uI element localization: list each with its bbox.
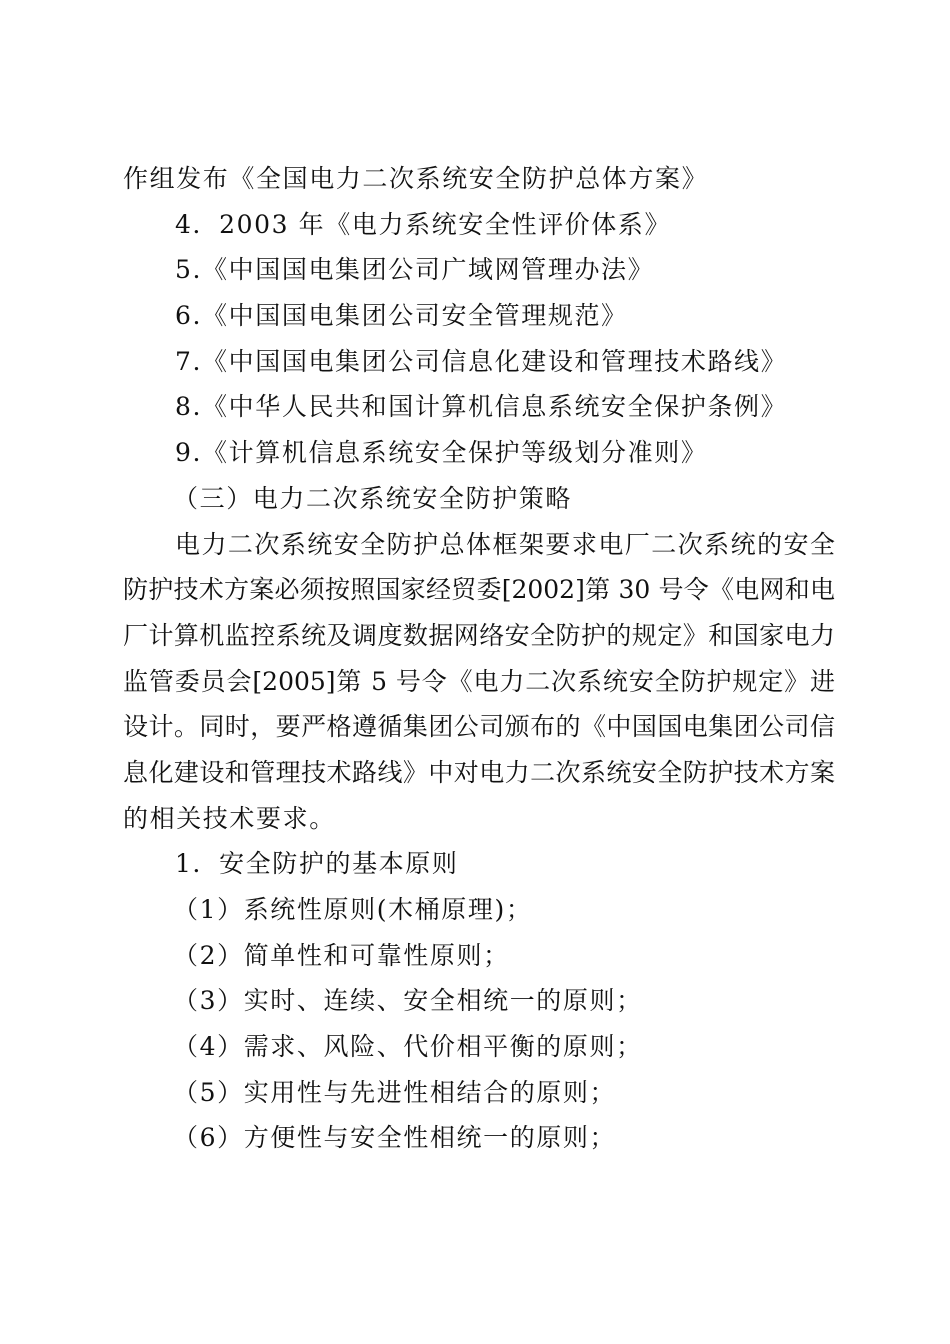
principle-item-4: （4）需求、风险、代价相平衡的原则； [173, 1032, 643, 1062]
paragraph-line: 防护技术方案必须按照国家经贸委[2002]第 30 号令《电网和电 [123, 575, 835, 605]
reference-item-4: 4．2003 年《电力系统安全性评价体系》 [175, 209, 672, 239]
principle-item-1: （1）系统性原则(木桶原理)； [173, 895, 533, 924]
reference-item-5: 5.《中国国电集团公司广域网管理办法》 [175, 255, 655, 285]
paragraph-line: 的相关技术要求。 [123, 803, 336, 833]
section-heading: （三）电力二次系统安全防护策略 [173, 483, 573, 513]
paragraph-line: 作组发布《全国电力二次系统安全防护总体方案》 [123, 164, 709, 193]
principle-item-5: （5）实用性与先进性相结合的原则； [173, 1077, 617, 1107]
subsection-heading: 1．安全防护的基本原则 [175, 849, 459, 879]
principle-item-3: （3）实时、连续、安全相统一的原则； [173, 986, 643, 1016]
principle-item-2: （2）简单性和可靠性原则； [173, 940, 510, 970]
paragraph-line: 息化建设和管理技术路线》中对电力二次系统安全防护技术方案 [123, 757, 835, 787]
reference-item-7: 7.《中国国电集团公司信息化建设和管理技术路线》 [175, 346, 788, 376]
reference-item-6: 6.《中国国电集团公司安全管理规范》 [175, 301, 628, 331]
document-body [123, 156, 835, 1161]
paragraph-line: 监管委员会[2005]第 5 号令《电力二次系统安全防护规定》进 [123, 666, 835, 696]
paragraph-line: 设计。同时，要严格遵循集团公司颁布的《中国国电集团公司信 [123, 712, 835, 742]
paragraph-line: 厂计算机监控系统及调度数据网络安全防护的规定》和国家电力 [123, 620, 835, 650]
reference-item-8: 8.《中华人民共和国计算机信息系统安全保护条例》 [175, 392, 788, 422]
paragraph-line: 电力二次系统安全防护总体框架要求电厂二次系统的安全 [175, 529, 835, 559]
principle-item-6: （6）方便性与安全性相统一的原则； [173, 1123, 617, 1153]
reference-item-9: 9.《计算机信息系统安全保护等级划分准则》 [175, 438, 708, 468]
